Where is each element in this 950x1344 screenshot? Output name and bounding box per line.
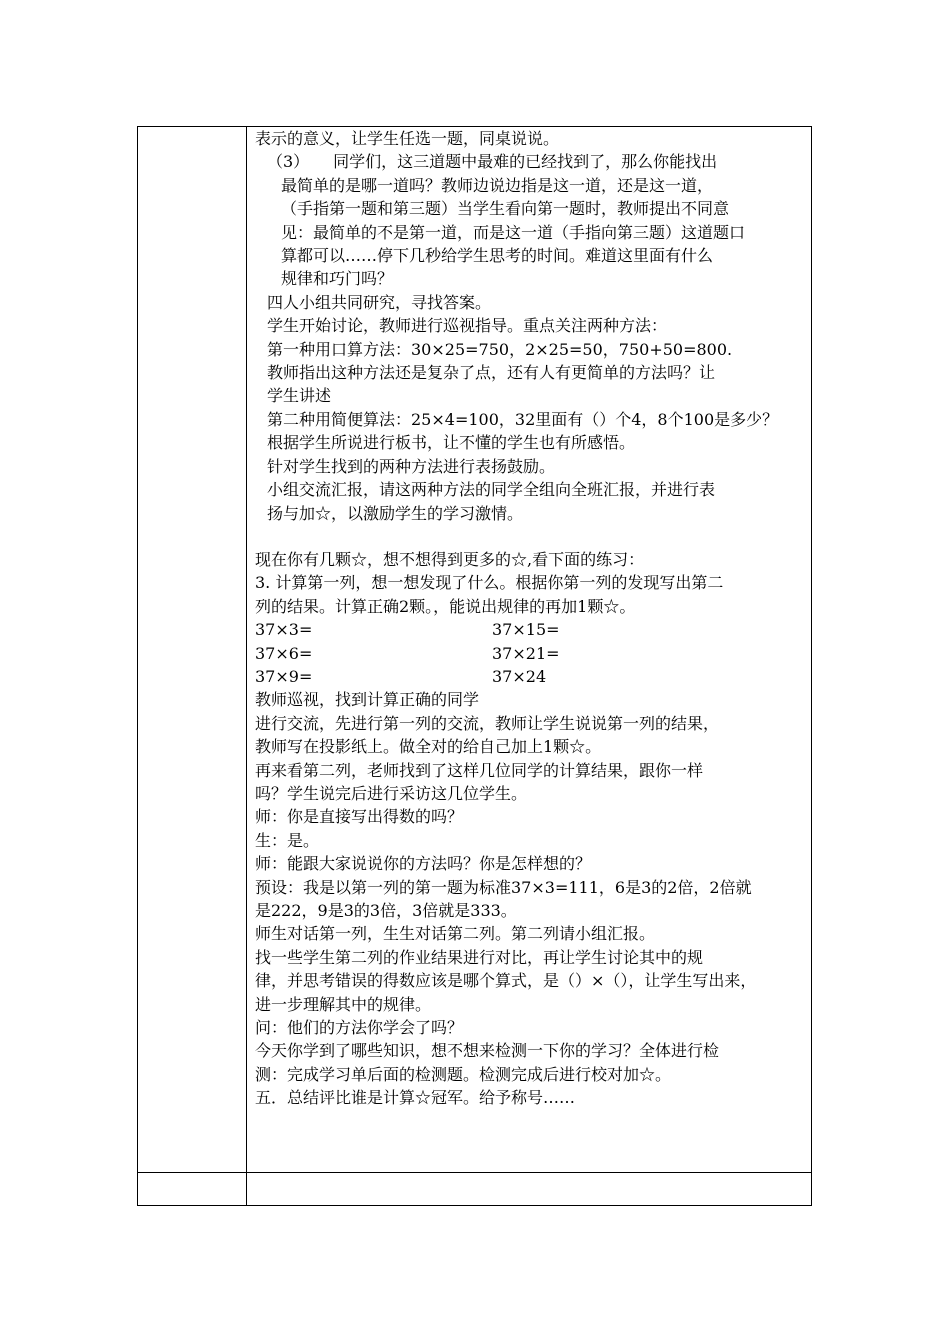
text-line: 律，并思考错误的得数应该是哪个算式，是（）×（），让学生写出来， [255,971,757,991]
text-line: 根据学生所说进行板书，让不懂的学生也有所感悟。 [267,433,636,453]
text-line: 五．总结评比谁是计算☆冠军。给予称号…… [255,1088,576,1108]
table-row [138,127,812,1173]
text-line: 规律和巧门吗？ [281,269,394,289]
text-line: 现在你有几颗☆，想不想得到更多的☆,看下面的练习： [255,549,645,569]
text-line: 教师巡视，找到计算正确的同学 [255,690,480,710]
text-line: 测：完成学习单后面的检测题。检测完成后进行校对加☆。 [255,1064,672,1084]
text-line: 找一些学生第二列的作业结果进行对比，再让学生讨论其中的规 [255,947,704,967]
lesson-paragraphs-continued [255,688,803,1109]
lesson-content [247,127,811,1110]
text-line: 师：能跟大家说说你的方法吗？你是怎样想的？ [255,854,592,874]
exercise-item: 37×3= [255,620,313,640]
exercise-item: 37×24 [492,666,547,686]
left-column-cell [138,127,247,1173]
text-line: 再来看第二列，老师找到了这样几位同学的计算结果，跟你一样 [255,760,704,780]
text-line: 学生讲述 [267,386,332,406]
exercise-item: 37×9= [255,666,313,686]
exercise-grid [255,618,803,688]
text-line: 第一种用口算方法：30×25=750，2×25=50，750+50=800. [267,339,733,359]
text-line: 进一步理解其中的规律。 [255,994,432,1014]
text-line: （手指第一题和第三题）当学生看向第一题时，教师提出不同意 [281,199,730,219]
exercise-item: 37×15= [492,620,560,640]
text-line: 扬与加☆，以激励学生的学习激情。 [267,503,524,523]
text-line: 师生对话第一列，生生对话第二列。第二列请小组汇报。 [255,924,656,944]
text-line: 学生开始讨论，教师进行巡视指导。重点关注两种方法： [267,316,668,336]
text-line: 小组交流汇报，请这两种方法的同学全组向全班汇报，并进行表 [267,480,716,500]
text-line: 第二种用简便算法：25×4=100，32里面有（）个4，8个100是多少？ [267,409,779,429]
exercise-row [255,665,803,688]
exercise-row [255,618,803,641]
text-line: 表示的意义，让学生任选一题，同桌说说。 [255,129,560,148]
exercise-row [255,642,803,665]
text-line: 问：他们的方法你学会了吗？ [255,1018,464,1038]
text-line: 师：你是直接写出得数的吗？ [255,807,464,827]
blank-line [255,525,803,548]
text-line: 预设：我是以第一列的第一题为标准37×3=111，6是3的2倍，2倍就 [255,877,752,897]
blank-cell-right [247,1173,812,1206]
content-cell [247,127,812,1173]
text-line: 教师指出这种方法还是复杂了点，还有人有更简单的方法吗？让 [267,363,716,383]
table-row [138,1173,812,1206]
text-line: 生：是。 [255,830,320,850]
text-line: 见：最简单的不是第一道，而是这一道（手指向第三题）这道题口 [281,222,746,242]
text-line: 吗？学生说完后进行采访这几位学生。 [255,783,528,803]
lesson-paragraphs [255,127,803,618]
exercise-item: 37×6= [255,643,313,663]
text-line: 进行交流，先进行第一列的交流，教师让学生说说第一列的结果， [255,713,720,733]
text-line: 针对学生找到的两种方法进行表扬鼓励。 [267,456,556,476]
text-line: 四人小组共同研究，寻找答案。 [267,292,492,312]
text-line: （3） 同学们，这三道题中最难的已经找到了，那么你能找出 [267,152,718,172]
text-line: 最简单的是哪一道吗？教师边说边指是这一道，还是这一道， [281,175,714,195]
exercise-item: 37×21= [492,643,560,663]
blank-cell-left [138,1173,247,1206]
text-line: 教师写在投影纸上。做全对的给自己加上1颗☆。 [255,737,602,757]
text-line: 3. 计算第一列，想一想发现了什么。根据你第一列的发现写出第二 [255,573,724,593]
text-line: 是222，9是3的3倍，3倍就是333。 [255,901,517,920]
text-line: 列的结果。计算正确2颗。，能说出规律的再加1颗☆。 [255,596,636,616]
text-line: 今天你学到了哪些知识，想不想来检测一下你的学习？全体进行检 [255,1041,720,1061]
text-line: 算都可以……停下几秒给学生思考的时间。难道这里面有什么 [281,246,714,266]
lesson-plan-table [137,126,812,1206]
